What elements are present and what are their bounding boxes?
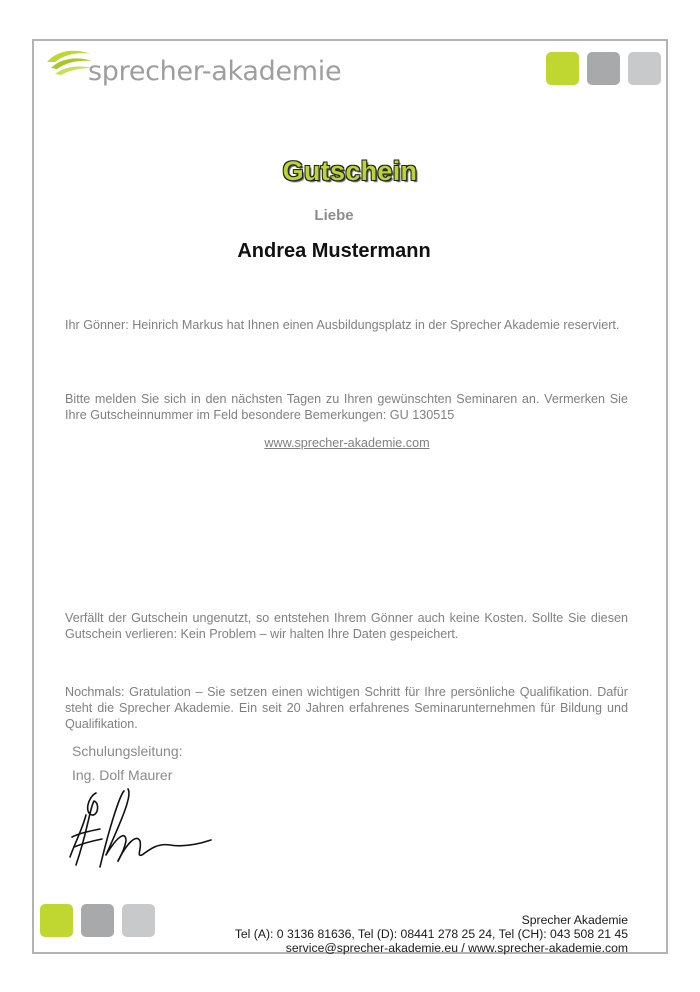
green-square (546, 52, 579, 85)
website-link[interactable]: www.sprecher-akademie.com (264, 436, 430, 450)
signature-role-label: Schulungsleitung: (72, 743, 183, 759)
logo-text: sprecher-akademie (88, 56, 342, 87)
paragraph-expiry: Verfällt der Gutschein ungenutzt, so entstehen Ihrem Gönner auch keine Kosten. Sollte Sie diesen Gutschein verlieren: Kein Problem – wir halten Ihre Daten gespeichert. (65, 611, 628, 641)
paragraph-sponsor: Ihr Gönner: Heinrich Markus hat Ihnen einen Ausbildungsplatz in der Sprecher Akademie reserviert. (65, 318, 620, 332)
footer-phones: Tel (A): 0 3136 81636, Tel (D): 08441 278 25 24, Tel (CH): 043 508 21 45 (234, 927, 628, 941)
brand-logo (45, 48, 342, 94)
voucher-title: Gutschein (282, 156, 418, 186)
light-gray-square (628, 52, 661, 85)
dark-gray-square (587, 52, 620, 85)
recipient-name: Andrea Mustermann (237, 240, 431, 262)
footer-company: Sprecher Akademie (521, 913, 628, 927)
decorative-squares-top (546, 52, 661, 85)
salutation: Liebe (314, 207, 354, 224)
footer-email-web[interactable]: service@sprecher-akademie.eu / www.sprecher-akademie.com (285, 941, 628, 955)
decorative-squares-bottom (40, 904, 155, 937)
dark-gray-square (81, 904, 114, 937)
signer-name: Ing. Dolf Maurer (72, 767, 173, 783)
footer-contact (235, 913, 628, 955)
paragraph-congratulation: Nochmals: Gratulation – Sie setzen einen wichtigen Schritt für Ihre persönliche Qualifikation. Dafür steht die Sprecher Akademie. Ein seit 20 Jahren erfahrenes Seminarunternehmen für Bildung und Qualifikation. (65, 685, 628, 731)
light-gray-square (122, 904, 155, 937)
paragraph-registration: Bitte melden Sie sich in den nächsten Tagen zu Ihren gewünschten Seminaren an. Vermerken Sie Ihre Gutscheinnummer im Feld besondere Bemerkungen: GU 130515 (65, 392, 628, 422)
green-square (40, 904, 73, 937)
handwritten-signature-icon (66, 785, 216, 875)
